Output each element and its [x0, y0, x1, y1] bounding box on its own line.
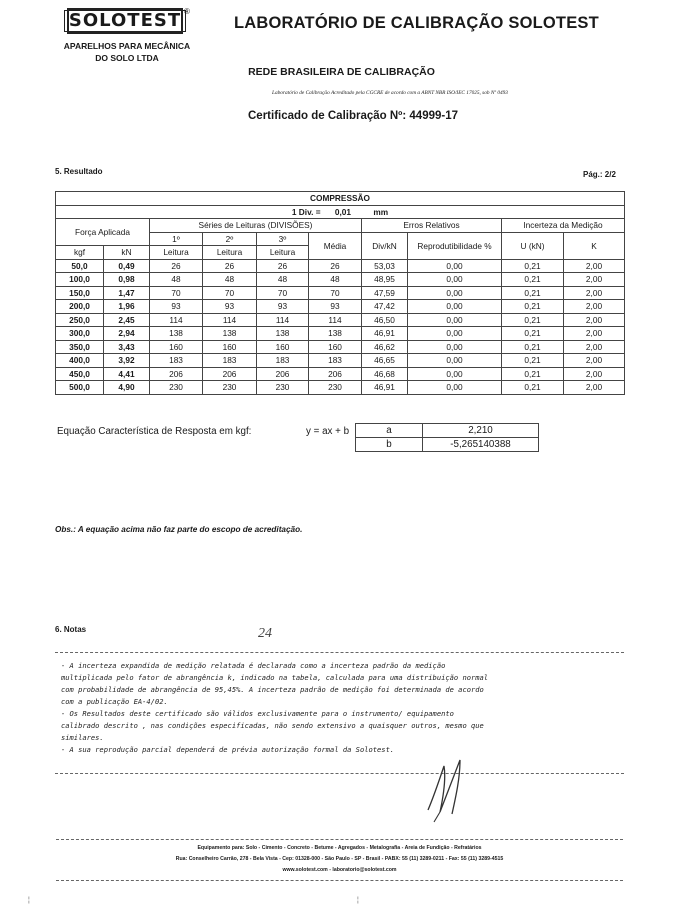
header-k: K — [564, 232, 625, 259]
footer-address: Rua: Conselheiro Carrão, 278 - Bela Vista - Cep: 01328-000 - São Paulo - SP - Brasil - PABX: 55 (11) 3289-0211 - Fax: 55 (11) 3289-4515 — [175, 856, 504, 862]
note-line: multiplicada pelo fator de abrangência k, indicado na tabela, calculada para uma distribuição normal — [61, 673, 489, 682]
cell-reading-2: 26 — [203, 259, 257, 273]
cell-reading-3: 206 — [257, 367, 309, 381]
cell-reading-1: 70 — [150, 286, 203, 300]
cell-uncertainty-u: 0,21 — [502, 286, 564, 300]
header-u: U (kN) — [502, 232, 564, 259]
cell-reading-3: 26 — [257, 259, 309, 273]
cell-reading-3: 93 — [257, 300, 309, 314]
company-name — [52, 40, 202, 64]
cell-force-kn: 0,98 — [104, 273, 150, 287]
cell-force-kgf: 450,0 — [56, 367, 104, 381]
cell-coverage-k: 2,00 — [564, 259, 625, 273]
header-ord-1: 1º — [150, 232, 203, 246]
cell-uncertainty-u: 0,21 — [502, 354, 564, 368]
cell-div-per-kn: 46,50 — [362, 313, 408, 327]
table-row — [56, 381, 625, 395]
cell-force-kn: 2,45 — [104, 313, 150, 327]
cell-force-kgf: 250,0 — [56, 313, 104, 327]
notes-box — [55, 652, 624, 774]
cell-uncertainty-u: 0,21 — [502, 273, 564, 287]
cell-div-per-kn: 46,68 — [362, 367, 408, 381]
header-ord-3: 3º — [257, 232, 309, 246]
table-title: COMPRESSÃO — [56, 192, 625, 206]
header-div-kn: Div/kN — [362, 232, 408, 259]
cell-reading-3: 48 — [257, 273, 309, 287]
cell-coverage-k: 2,00 — [564, 327, 625, 341]
cell-div-per-kn: 47,59 — [362, 286, 408, 300]
cell-force-kgf: 200,0 — [56, 300, 104, 314]
cell-reading-2: 48 — [203, 273, 257, 287]
cell-mean: 138 — [309, 327, 362, 341]
cell-reproducibility: 0,00 — [408, 259, 502, 273]
coef-a-label: a — [356, 424, 423, 438]
coef-b-label: b — [356, 438, 423, 452]
section-notes-label: 6. Notas — [55, 625, 87, 634]
cell-coverage-k: 2,00 — [564, 354, 625, 368]
cell-reading-1: 230 — [150, 381, 203, 395]
cell-coverage-k: 2,00 — [564, 273, 625, 287]
cell-coverage-k: 2,00 — [564, 367, 625, 381]
cell-div-per-kn: 53,03 — [362, 259, 408, 273]
equation-label: Equação Característica de Resposta em kgf: — [57, 426, 252, 437]
cell-coverage-k: 2,00 — [564, 313, 625, 327]
cell-mean: 26 — [309, 259, 362, 273]
cell-reading-3: 114 — [257, 313, 309, 327]
cell-reproducibility: 0,00 — [408, 354, 502, 368]
cell-reading-1: 183 — [150, 354, 203, 368]
header-force: Força Aplicada — [56, 219, 150, 246]
cell-mean: 114 — [309, 313, 362, 327]
accreditation-note: Laboratório de Calibração Acreditado pela CGCRE de acordo com a ABNT NBR ISO/IEC 17025, sob Nº 0493 — [272, 90, 508, 96]
cell-reproducibility: 0,00 — [408, 381, 502, 395]
cell-reproducibility: 0,00 — [408, 286, 502, 300]
cell-uncertainty-u: 0,21 — [502, 381, 564, 395]
cell-force-kn: 2,94 — [104, 327, 150, 341]
note-line: com a publicação EA-4/02. — [61, 697, 168, 706]
division-row — [56, 205, 625, 219]
company-line-2: DO SOLO LTDA — [95, 53, 159, 63]
header-uncertainty: Incerteza da Medição — [502, 219, 625, 233]
footer-web: www.solotest.com - laboratorio@solotest.com — [282, 867, 397, 873]
cell-force-kn: 0,49 — [104, 259, 150, 273]
signature — [410, 748, 480, 828]
page-mark-center: ¦ — [357, 897, 359, 904]
cell-reading-1: 160 — [150, 340, 203, 354]
cell-reproducibility: 0,00 — [408, 367, 502, 381]
division-label: 1 Div. = — [291, 206, 321, 217]
cell-force-kn: 1,96 — [104, 300, 150, 314]
table-row — [56, 259, 625, 273]
cell-div-per-kn: 46,91 — [362, 327, 408, 341]
header-ord-2: 2º — [203, 232, 257, 246]
cell-reproducibility: 0,00 — [408, 313, 502, 327]
note-line: calibrado descrito , nas condições especificadas, não sendo extensivo a quaisquer outros, mesmo que — [61, 721, 484, 730]
cell-reading-1: 138 — [150, 327, 203, 341]
division-unit: mm — [373, 206, 389, 217]
cell-force-kgf: 350,0 — [56, 340, 104, 354]
cell-force-kgf: 50,0 — [56, 259, 104, 273]
cell-reproducibility: 0,00 — [408, 300, 502, 314]
note-line: com probabilidade de abrangência de 95,45%. A incerteza padrão de medição foi determinada de acordo — [61, 685, 484, 694]
cell-uncertainty-u: 0,21 — [502, 367, 564, 381]
note-line: similares. — [61, 733, 104, 742]
cell-div-per-kn: 48,95 — [362, 273, 408, 287]
table-row — [56, 367, 625, 381]
cell-force-kgf: 300,0 — [56, 327, 104, 341]
cell-coverage-k: 2,00 — [564, 381, 625, 395]
note-line: - A sua reprodução parcial dependerá de prévia autorização formal da Solotest. — [61, 745, 395, 754]
note-line: - A incerteza expandida de medição relatada é declarada como a incerteza padrão da medição — [61, 661, 446, 670]
cell-reading-2: 183 — [203, 354, 257, 368]
cell-uncertainty-u: 0,21 — [502, 300, 564, 314]
cell-coverage-k: 2,00 — [564, 340, 625, 354]
cell-mean: 183 — [309, 354, 362, 368]
cell-force-kn: 3,92 — [104, 354, 150, 368]
solotest-logo — [67, 8, 183, 34]
cell-uncertainty-u: 0,21 — [502, 327, 564, 341]
network-title: REDE BRASILEIRA DE CALIBRAÇÃO — [248, 66, 435, 78]
cell-reading-3: 230 — [257, 381, 309, 395]
company-line-1: APARELHOS PARA MECÂNICA — [63, 41, 191, 51]
cell-force-kn: 3,43 — [104, 340, 150, 354]
division-value: 0,01 — [334, 206, 352, 217]
cell-div-per-kn: 47,42 — [362, 300, 408, 314]
certificate-number: Certificado de Calibração Nº: 44999-17 — [248, 110, 459, 122]
cell-reading-3: 138 — [257, 327, 309, 341]
coefficient-table — [355, 423, 539, 452]
cell-uncertainty-u: 0,21 — [502, 340, 564, 354]
cell-reading-3: 160 — [257, 340, 309, 354]
header-reading-2: Leitura — [203, 246, 257, 260]
handwritten-initials: 24 — [258, 626, 272, 641]
footer-equipment: Equipamento para: Solo - Cimento - Concreto - Betume - Agregados - Metalografia - Areia de Fundição - Refratários — [197, 845, 482, 851]
cell-reading-3: 70 — [257, 286, 309, 300]
cell-mean: 160 — [309, 340, 362, 354]
cell-coverage-k: 2,00 — [564, 286, 625, 300]
table-row — [56, 340, 625, 354]
table-row — [56, 286, 625, 300]
cell-mean: 93 — [309, 300, 362, 314]
cell-force-kn: 4,41 — [104, 367, 150, 381]
cell-div-per-kn: 46,65 — [362, 354, 408, 368]
results-table — [55, 191, 625, 395]
header-reading-3: Leitura — [257, 246, 309, 260]
cell-reading-1: 26 — [150, 259, 203, 273]
header-reading-1: Leitura — [150, 246, 203, 260]
page-number: Pág.: 2/2 — [583, 170, 616, 179]
cell-coverage-k: 2,00 — [564, 300, 625, 314]
observation-note: Obs.: A equação acima não faz parte do escopo de acreditação. — [55, 525, 303, 534]
header-series: Séries de Leituras (DIVISÕES) — [150, 219, 362, 233]
footer — [56, 839, 623, 881]
cell-reading-1: 93 — [150, 300, 203, 314]
header-errors: Erros Relativos — [362, 219, 502, 233]
cell-uncertainty-u: 0,21 — [502, 313, 564, 327]
header-kn: kN — [104, 246, 150, 260]
cell-reproducibility: 0,00 — [408, 327, 502, 341]
table-row — [56, 300, 625, 314]
cell-reading-1: 48 — [150, 273, 203, 287]
cell-force-kgf: 500,0 — [56, 381, 104, 395]
equation-formula: y = ax + b — [306, 426, 350, 437]
cell-mean: 230 — [309, 381, 362, 395]
cell-force-kgf: 100,0 — [56, 273, 104, 287]
coef-a-value: 2,210 — [423, 424, 539, 438]
table-row — [56, 327, 625, 341]
cell-force-kgf: 150,0 — [56, 286, 104, 300]
cell-reading-3: 183 — [257, 354, 309, 368]
cell-reading-2: 114 — [203, 313, 257, 327]
registered-mark: ® — [184, 7, 190, 16]
coef-b-value: -5,265140388 — [423, 438, 539, 452]
cell-mean: 206 — [309, 367, 362, 381]
table-row — [56, 354, 625, 368]
cell-reading-2: 138 — [203, 327, 257, 341]
table-body — [56, 259, 625, 394]
lab-title: LABORATÓRIO DE CALIBRAÇÃO SOLOTEST — [234, 14, 599, 32]
cell-div-per-kn: 46,62 — [362, 340, 408, 354]
cell-div-per-kn: 46,91 — [362, 381, 408, 395]
table-row — [56, 313, 625, 327]
cell-reading-2: 230 — [203, 381, 257, 395]
page-mark-left: ¦ — [28, 897, 30, 904]
cell-mean: 70 — [309, 286, 362, 300]
logo-text: SOLOTEST — [64, 10, 186, 32]
section-result-label: 5. Resultado — [55, 167, 103, 176]
cell-reproducibility: 0,00 — [408, 273, 502, 287]
cell-force-kgf: 400,0 — [56, 354, 104, 368]
cell-force-kn: 4,90 — [104, 381, 150, 395]
cell-reading-1: 114 — [150, 313, 203, 327]
cell-reading-2: 93 — [203, 300, 257, 314]
header-mean: Média — [309, 232, 362, 259]
header-kgf: kgf — [56, 246, 104, 260]
cell-mean: 48 — [309, 273, 362, 287]
header-repro: Reprodutibilidade % — [408, 232, 502, 259]
cell-reproducibility: 0,00 — [408, 340, 502, 354]
cell-uncertainty-u: 0,21 — [502, 259, 564, 273]
cell-reading-2: 70 — [203, 286, 257, 300]
note-line: - Os Resultados deste certificado são válidos exclusivamente para o instrumento/ equipamento — [61, 709, 454, 718]
cell-reading-2: 206 — [203, 367, 257, 381]
cell-reading-1: 206 — [150, 367, 203, 381]
cell-reading-2: 160 — [203, 340, 257, 354]
cell-force-kn: 1,47 — [104, 286, 150, 300]
table-row — [56, 273, 625, 287]
